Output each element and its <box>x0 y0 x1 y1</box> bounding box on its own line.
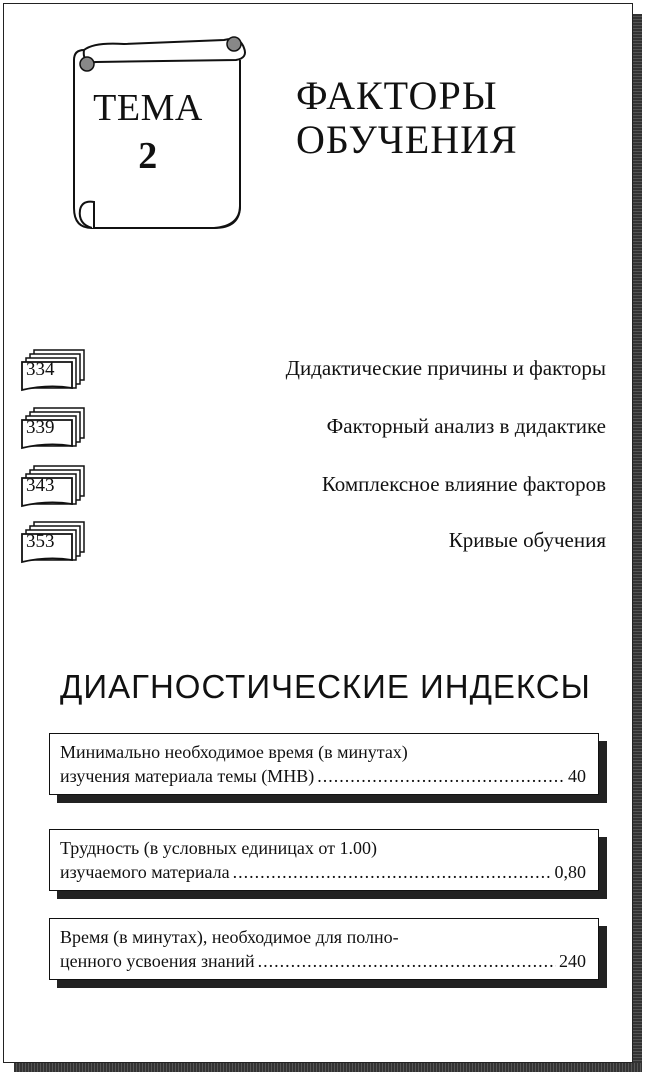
index-line-2 <box>60 949 586 973</box>
topic-title <box>296 74 518 162</box>
title-line-1: ФАКТОРЫ <box>296 73 498 118</box>
page-shadow-bottom <box>14 1063 642 1072</box>
toc-label: Кривые обучения <box>448 528 606 552</box>
index-value: 240 <box>559 951 586 971</box>
leader-dots <box>317 764 565 788</box>
index-line-2 <box>60 764 586 788</box>
tema-word: ТЕМА <box>93 87 203 129</box>
index-line-1: Минимально необходимое время (в минутах) <box>60 742 408 762</box>
index-label: изучения материала темы (МНВ) <box>60 766 315 786</box>
tema-number: 2 <box>138 135 158 177</box>
toc-item[interactable] <box>20 406 610 450</box>
leader-dots <box>233 860 552 884</box>
toc-item[interactable] <box>20 520 610 564</box>
index-box <box>49 733 599 795</box>
toc-page-number: 339 <box>26 417 55 438</box>
index-value: 0,80 <box>554 862 586 882</box>
tema-label <box>88 84 208 180</box>
index-box <box>49 829 599 891</box>
toc-label: Дидактические причины и факторы <box>285 356 606 380</box>
toc-item[interactable] <box>20 464 610 508</box>
page-shadow-right <box>633 14 642 1072</box>
index-label: изучаемого материала <box>60 862 230 882</box>
diagnostics-heading: ДИАГНОСТИЧЕСКИЕ ИНДЕКСЫ <box>60 668 591 705</box>
index-label: ценного усвоения знаний <box>60 951 255 971</box>
toc-item[interactable] <box>20 348 610 392</box>
index-line-1: Время (в минутах), необходимое для полно- <box>60 927 399 947</box>
index-box <box>49 918 599 980</box>
index-value: 40 <box>568 766 586 786</box>
leader-dots <box>258 949 556 973</box>
index-line-2 <box>60 860 586 884</box>
toc-label: Факторный анализ в дидактике <box>326 414 606 438</box>
index-line-1: Трудность (в условных единицах от 1.00) <box>60 838 377 858</box>
toc-page-number: 334 <box>26 359 55 380</box>
toc-page-number: 353 <box>26 531 55 552</box>
title-line-2: ОБУЧЕНИЯ <box>296 117 518 162</box>
toc-label: Комплексное влияние факторов <box>321 472 606 496</box>
toc-page-number: 343 <box>26 475 55 496</box>
